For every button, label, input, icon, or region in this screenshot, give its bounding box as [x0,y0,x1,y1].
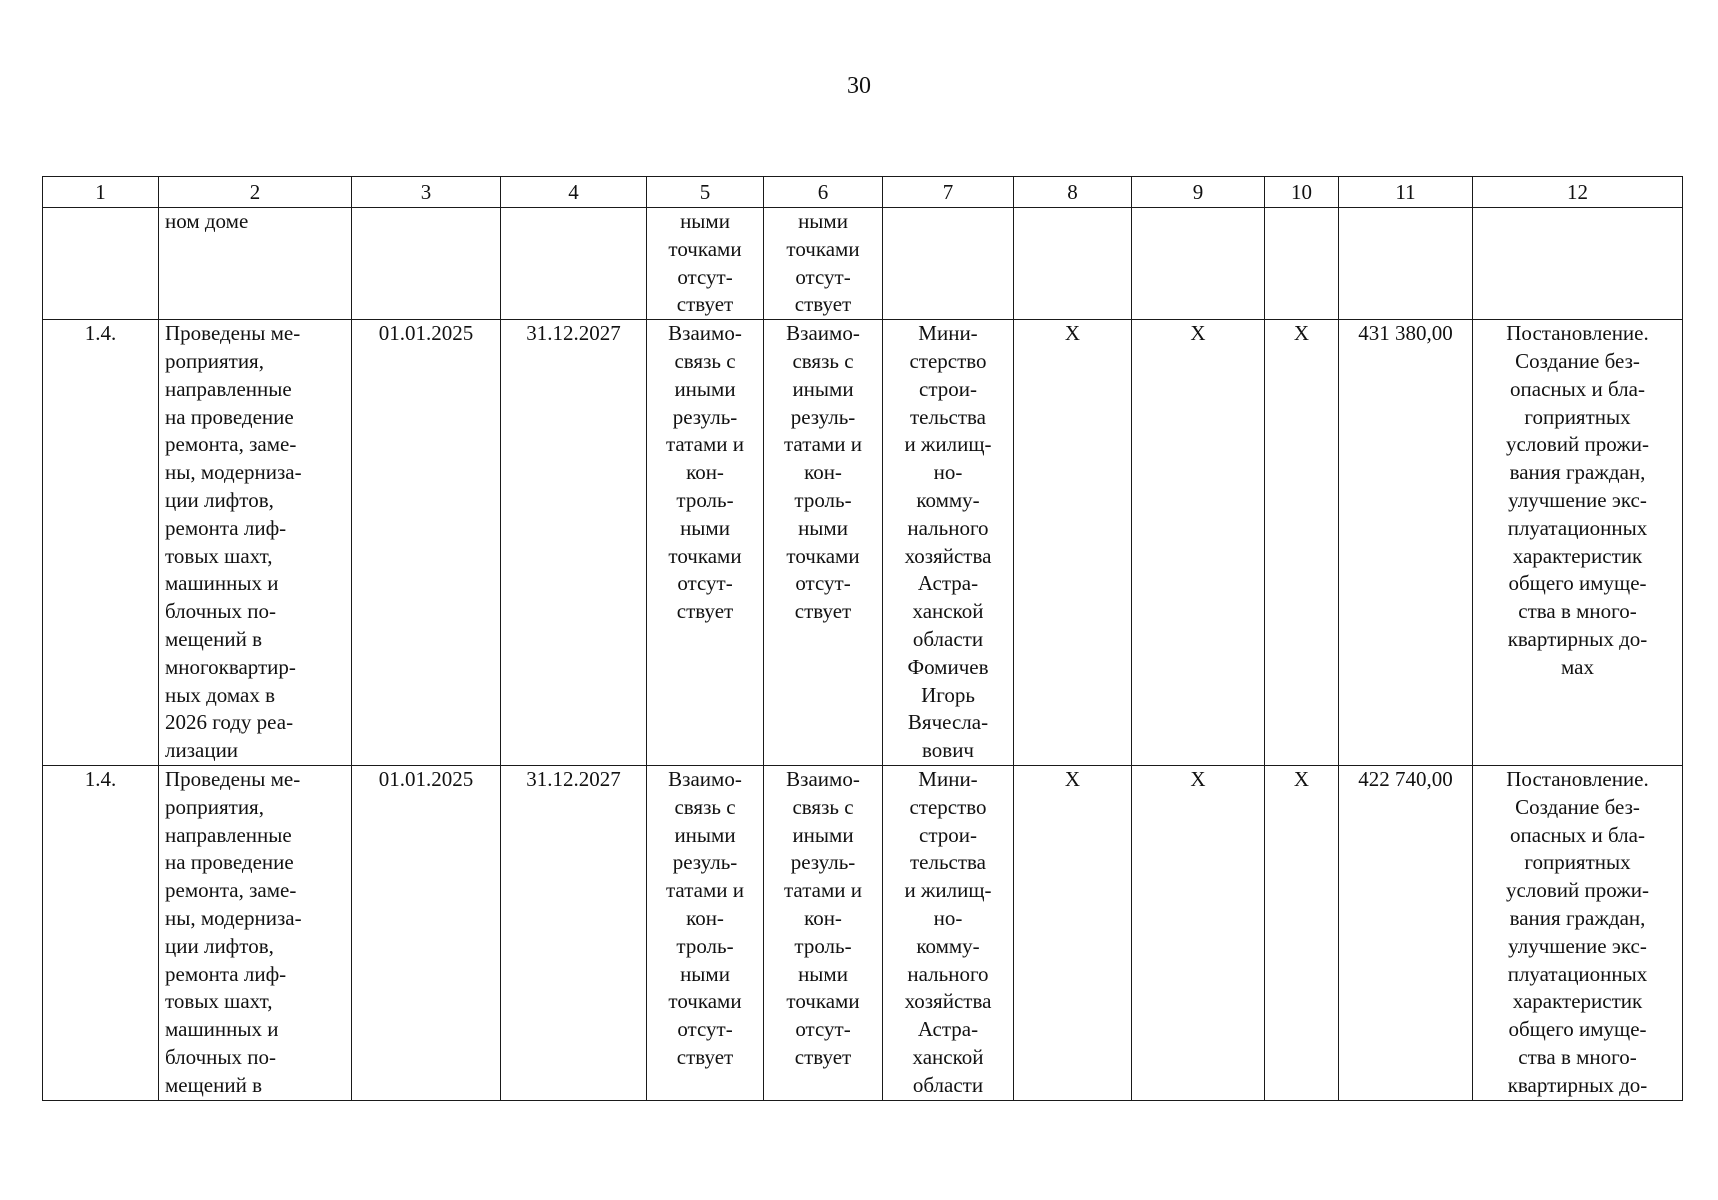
cell-line: строи- [919,376,977,401]
cell-line: ства в много- [1518,1044,1637,1069]
cell-line: товых шахт, [165,989,273,1014]
table-row [43,208,1683,320]
column-header: 6 [764,177,883,208]
cell-line: стерство [909,348,987,373]
cell-line: ны, модерниза- [165,460,302,485]
cell-line: машинных и [165,1017,279,1042]
result-name-cell [159,320,352,766]
cell-line: точками [786,989,860,1014]
cell-line: характеристик [1512,989,1643,1014]
cell-line: ными [798,961,848,986]
cell-line: блочных по- [165,1044,276,1069]
cell-line: ных домах в [165,682,276,707]
cell-line: улучшение экс- [1508,487,1647,512]
cell-line: квартирных до- [1507,626,1648,651]
cell-line: 2026 году реа- [165,710,294,735]
cell-line: точками [786,543,860,568]
cell-line: Астра- [917,1017,979,1042]
cell-line: ными [798,515,848,540]
start-date-cell [352,765,501,1100]
cell-line: X [1293,766,1310,791]
cell-line: точками [668,236,742,261]
column-header: 5 [647,177,764,208]
cell-line: гоприятных [1524,404,1631,429]
cell-line: связь с [792,794,854,819]
column-header: 11 [1339,177,1473,208]
cell-line: характеристик [1512,543,1643,568]
cell-line: вович [922,738,974,763]
cell-line: кон- [686,905,724,930]
cell-line: иными [674,376,736,401]
cell-line: резуль- [790,850,856,875]
amount-cell [1339,765,1473,1100]
cell-line: гоприятных [1524,850,1631,875]
cell-line: 31.12.2027 [526,321,621,346]
cell-line: квартирных до- [1507,1072,1648,1097]
mark-cell [1014,208,1132,320]
cell-line: комму- [916,487,980,512]
cell-line: направленные [165,376,292,401]
result-name-cell [159,208,352,320]
cell-line: 431 380,00 [1358,321,1453,346]
cell-line: отсут- [795,571,851,596]
cell-line: многоквартир- [165,654,296,679]
cell-line: ными [680,209,730,233]
cell-line: товых шахт, [165,543,273,568]
mark-cell [1265,765,1339,1100]
plan-table [42,176,1683,1101]
relation-cell [647,765,764,1100]
cell-line: отсут- [677,571,733,596]
cell-line: Фомичев [907,654,989,679]
responsible-cell [883,765,1014,1100]
cell-line: связь с [674,348,736,373]
cell-line: области [912,1072,984,1097]
table-row [43,320,1683,766]
column-header: 9 [1132,177,1265,208]
cell-line: области [912,626,984,651]
cell-line: ремонта, заме- [165,432,297,457]
cell-line: связь с [674,794,736,819]
cell-line: троль- [794,487,852,512]
cell-line: Астра- [917,571,979,596]
cell-line: Взаимо- [786,321,860,346]
cell-line: ствует [794,599,852,624]
relation-cell [764,765,883,1100]
column-header: 7 [883,177,1014,208]
mark-cell [1014,320,1132,766]
table-body [43,208,1683,1101]
cell-line: ными [680,961,730,986]
cell-line: ном доме [165,209,249,233]
cell-line: 1.4. [84,321,117,346]
cell-line: Мини- [918,321,978,346]
cell-line: мещений в [165,1072,262,1097]
cell-line: кон- [686,460,724,485]
cell-line: X [1190,766,1206,791]
cell-line: плуатационных [1507,515,1648,540]
cell-line: иными [792,376,854,401]
basis-cell [1473,765,1683,1100]
cell-line: хозяйства [904,989,992,1014]
column-header: 2 [159,177,352,208]
relation-cell [764,208,883,320]
row-number-cell [43,208,159,320]
cell-line: татами и [666,878,744,903]
cell-line: 422 740,00 [1358,766,1453,791]
cell-line: Создание без- [1515,348,1640,373]
cell-line: на проведение [165,404,294,429]
start-date-cell [352,208,501,320]
relation-cell [647,320,764,766]
cell-line: иными [674,822,736,847]
cell-line: и жилищ- [904,432,992,457]
cell-line: Проведены ме- [165,766,301,791]
cell-line: точками [786,236,860,261]
cell-line: Постановление. [1506,321,1649,346]
cell-line: ствует [794,1044,852,1069]
cell-line: на проведение [165,850,294,875]
cell-line: общего имуще- [1508,571,1647,596]
cell-line: комму- [916,933,980,958]
basis-cell [1473,208,1683,320]
cell-line: Взаимо- [786,766,860,791]
cell-line: ремонта лиф- [165,961,287,986]
cell-line: ными [680,515,730,540]
cell-line: X [1190,321,1206,346]
cell-line: лизации [165,738,239,763]
cell-line: ства в много- [1518,599,1637,624]
cell-line: троль- [676,487,734,512]
cell-line: ствует [676,1044,734,1069]
cell-line: ремонта, заме- [165,878,297,903]
cell-line: кон- [804,905,842,930]
cell-line: троль- [676,933,734,958]
responsible-cell [883,208,1014,320]
cell-line: ствует [676,292,734,317]
column-header: 4 [501,177,647,208]
cell-line: общего имуще- [1508,1017,1647,1042]
row-number-cell [43,765,159,1100]
cell-line: ханской [912,1044,984,1069]
cell-line: X [1064,766,1081,791]
cell-line: резуль- [672,850,738,875]
column-header: 8 [1014,177,1132,208]
cell-line: троль- [794,933,852,958]
cell-line: точками [668,989,742,1014]
relation-cell [647,208,764,320]
cell-line: ханской [912,599,984,624]
column-header: 1 [43,177,159,208]
cell-line: вания граждан, [1509,905,1646,930]
page-number: 30 [847,73,871,99]
column-header: 10 [1265,177,1339,208]
cell-line: и жилищ- [904,878,992,903]
cell-line: Взаимо- [668,321,742,346]
cell-line: роприятия, [165,348,264,373]
end-date-cell [501,208,647,320]
cell-line: тельства [909,404,986,429]
cell-line: X [1293,321,1310,346]
cell-line: 01.01.2025 [378,766,474,791]
cell-line: 01.01.2025 [378,321,474,346]
cell-line: но- [933,460,963,485]
cell-line: 31.12.2027 [526,766,621,791]
mark-cell [1132,208,1265,320]
cell-line: ции лифтов, [165,487,274,512]
cell-line: отсут- [795,264,851,289]
basis-cell [1473,320,1683,766]
cell-line: отсут- [677,1017,733,1042]
cell-line: ствует [676,599,734,624]
end-date-cell [501,765,647,1100]
column-number-row [43,177,1683,208]
cell-line: ции лифтов, [165,933,274,958]
row-number-cell [43,320,159,766]
column-header: 3 [352,177,501,208]
end-date-cell [501,320,647,766]
cell-line: татами и [784,878,862,903]
cell-line: Постановление. [1506,766,1649,791]
cell-line: Игорь [921,682,975,707]
cell-line: стерство [909,794,987,819]
mark-cell [1132,320,1265,766]
cell-line: мещений в [165,626,262,651]
cell-line: точками [668,543,742,568]
cell-line: связь с [792,348,854,373]
cell-line: роприятия, [165,794,264,819]
mark-cell [1014,765,1132,1100]
cell-line: машинных и [165,571,279,596]
start-date-cell [352,320,501,766]
cell-line: татами и [666,432,744,457]
cell-line: резуль- [790,404,856,429]
responsible-cell [883,320,1014,766]
cell-line: резуль- [672,404,738,429]
cell-line: отсут- [677,264,733,289]
relation-cell [764,320,883,766]
amount-cell [1339,320,1473,766]
cell-line: мах [1561,654,1594,679]
cell-line: хозяйства [904,543,992,568]
cell-line: условий прожи- [1506,878,1649,903]
result-name-cell [159,765,352,1100]
cell-line: Проведены ме- [165,321,301,346]
cell-line: Взаимо- [668,766,742,791]
cell-line: блочных по- [165,599,276,624]
cell-line: условий прожи- [1506,432,1649,457]
cell-line: направленные [165,822,292,847]
cell-line: нального [907,515,989,540]
cell-line: тельства [909,850,986,875]
cell-line: Вячесла- [907,710,989,735]
cell-line: но- [933,905,963,930]
mark-cell [1265,320,1339,766]
cell-line: отсут- [795,1017,851,1042]
cell-line: строи- [919,822,977,847]
cell-line: нального [907,961,989,986]
cell-line: ремонта лиф- [165,515,287,540]
cell-line: Мини- [918,766,978,791]
cell-line: X [1064,321,1081,346]
mark-cell [1265,208,1339,320]
cell-line: Создание без- [1515,794,1640,819]
cell-line: ствует [794,292,852,317]
cell-line: иными [792,822,854,847]
amount-cell [1339,208,1473,320]
table-header [43,177,1683,208]
cell-line: опасных и бла- [1510,822,1645,847]
table-row [43,765,1683,1100]
cell-line: улучшение экс- [1508,933,1647,958]
cell-line: вания граждан, [1509,460,1646,485]
cell-line: 1.4. [84,766,117,791]
cell-line: ными [798,209,848,233]
mark-cell [1132,765,1265,1100]
cell-line: татами и [784,432,862,457]
column-header: 12 [1473,177,1683,208]
cell-line: ны, модерниза- [165,905,302,930]
cell-line: плуатационных [1507,961,1648,986]
cell-line: опасных и бла- [1510,376,1645,401]
cell-line: кон- [804,460,842,485]
